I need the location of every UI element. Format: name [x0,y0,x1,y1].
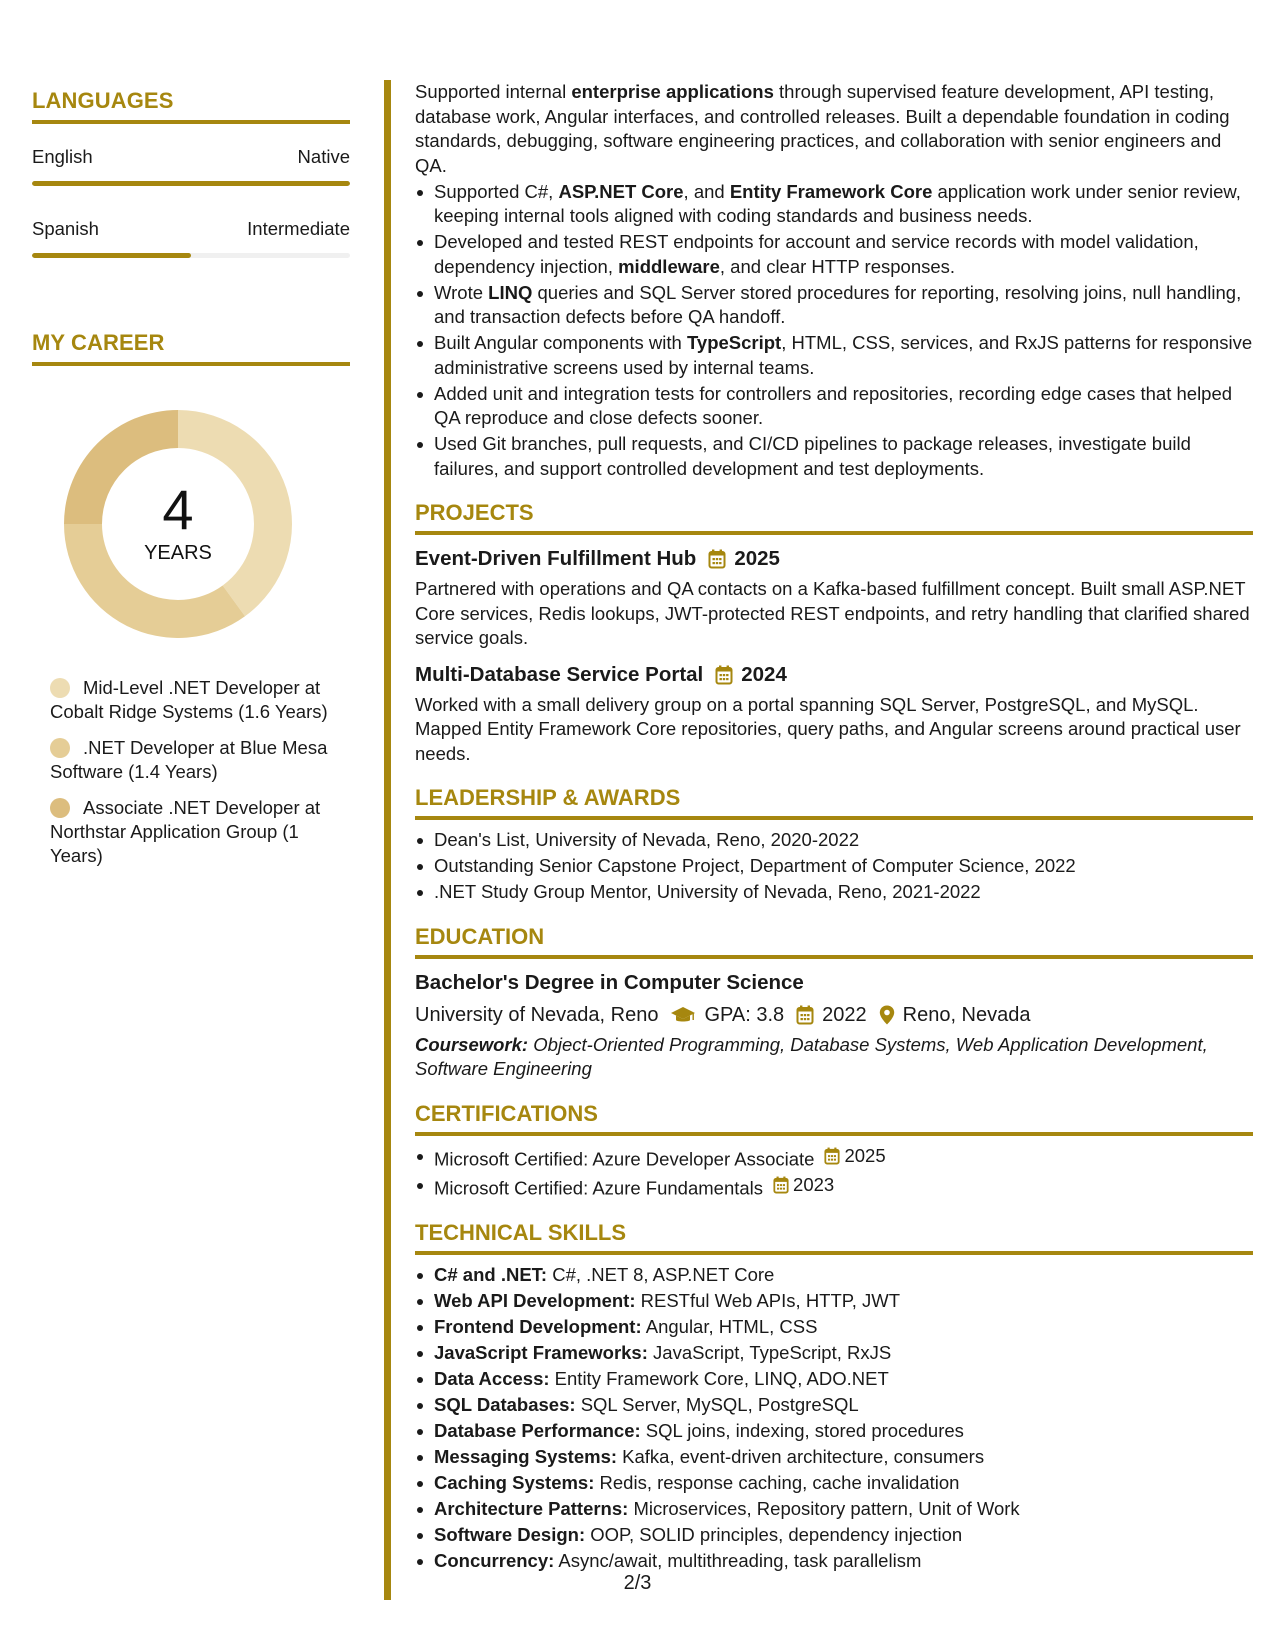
leadership-rule [415,816,1253,820]
career-legend-item [50,676,350,724]
leadership-item: Dean's List, University of Nevada, Reno, 2020-2022 [434,828,1253,853]
career-legend-label: Mid-Level .NET Developer at Cobalt Ridge Systems (1.6 Years) [50,677,328,722]
skill-item [434,1419,1253,1444]
bullet-bold: ASP.NET Core [558,180,684,202]
coursework [415,1033,1253,1082]
sidebar [32,88,350,880]
skill-value: Async/await, multithreading, task parallelism [554,1549,922,1571]
project-year: 2025 [734,547,780,570]
education-details [415,1001,1253,1029]
bullet-text: Wrote [434,281,489,303]
bullet-text: , and [683,180,730,202]
career-total [64,478,292,565]
language-level: Native [297,146,350,167]
certification-date [773,1173,834,1198]
bullet-bold: Entity Framework Core [729,180,933,202]
education-rule [415,955,1253,959]
career-legend-item [50,736,350,784]
languages-rule [32,120,350,124]
skill-item [434,1497,1253,1522]
skill-value: C#, .NET 8, ASP.NET Core [547,1263,775,1285]
skill-value: Angular, HTML, CSS [641,1315,818,1337]
calendar-icon [824,1147,840,1165]
bullet-text: Built Angular components with [434,332,687,353]
certification-item [434,1173,1253,1201]
career-donut-chart [64,410,292,638]
skill-label: Database Performance: [434,1419,641,1441]
skill-value: Kafka, event-driven architecture, consumers [617,1445,985,1467]
calendar-icon [796,1005,814,1025]
skill-label: Concurrency: [434,1549,555,1571]
project-item [415,545,1253,651]
language-name: English [32,146,93,167]
career-total-number: 4 [162,478,194,541]
experience-bullet [434,382,1253,431]
projects-rule [415,531,1253,535]
skill-value: Entity Framework Core, LINQ, ADO.NET [549,1367,889,1389]
bullet-text: application work under senior review, keeping internal tools aligned with coding standards and business needs. [434,180,1241,226]
page-number: 2/3 [623,1572,652,1594]
language-name: Spanish [32,218,99,239]
legend-dot [50,738,70,758]
experience-bullet [434,432,1253,481]
calendar-icon [773,1176,789,1194]
skill-label: Data Access: [434,1367,550,1389]
language-bar-fill [32,181,350,186]
skill-label: Messaging Systems: [434,1445,618,1467]
project-item [415,661,1253,767]
certifications-title: CERTIFICATIONS [415,1100,598,1126]
legend-dot [50,678,70,698]
bullet-text: , and clear HTTP responses. [719,255,956,277]
map-pin-icon [879,1005,895,1025]
skill-value: Microservices, Repository pattern, Unit of Work [628,1497,1020,1519]
language-bar [32,253,350,258]
career-section [32,330,350,868]
graduation-year: 2022 [822,1003,867,1026]
bullet-text: Developed and tested REST endpoints for account and service records with model validation, dependency injection, [434,231,1199,277]
summary-bold: enterprise applications [571,81,774,102]
skill-label: Software Design: [434,1523,586,1545]
project-year: 2024 [741,662,787,686]
certification-name: Microsoft Certified: Azure Fundamentals [434,1177,764,1198]
bullet-text: Used Git branches, pull requests, and CI/CD pipelines to package releases, investigate build failures, and support controlled development and test deployments. [434,433,1191,479]
project-name: Event-Driven Fulfillment Hub [415,547,697,570]
bullet-bold: TypeScript [686,332,782,353]
certification-year: 2023 [793,1173,835,1195]
certifications-rule [415,1132,1253,1136]
experience-bullet [434,331,1253,380]
skill-item [434,1263,1253,1288]
legend-dot [50,798,70,818]
skill-value: SQL joins, indexing, stored procedures [640,1419,964,1441]
skill-label: Web API Development: [434,1289,636,1311]
degree-name: Bachelor's Degree in Computer Science [415,970,804,994]
school-name: University of Nevada, Reno [415,1003,659,1026]
leadership-title: LEADERSHIP & AWARDS [415,785,681,810]
languages-title: LANGUAGES [32,88,174,113]
skill-label: C# and .NET: [434,1263,548,1285]
bullet-text: , HTML, CSS, services, and RxJS patterns for responsive administrative screens used by internal teams. [434,332,1253,378]
leadership-list [415,828,1253,905]
project-description: Partnered with operations and QA contacts on a Kafka-based fulfillment concept. Built small ASP.NET Core services, Redis lookups, JWT-protected REST endpoints, and retry handling that clarified shared service goals. [415,578,1250,648]
experience-bullets [415,180,1253,482]
skill-item [434,1341,1253,1366]
coursework-label: Coursework: [415,1033,529,1055]
certification-item [434,1144,1253,1172]
career-legend-label: .NET Developer at Blue Mesa Software (1.4 Years) [50,737,328,782]
skill-item [434,1393,1253,1418]
skill-label: SQL Databases: [434,1393,576,1415]
summary-text: through supervised feature development, API testing, database work, Angular interfaces, and controlled releases. Built a dependable foundation in coding standards, debugging, software engineering practices, and collaboration with senior engineers and QA. [415,81,1230,176]
skill-label: Caching Systems: [434,1471,595,1493]
graduation-cap-icon [670,1005,696,1025]
experience-bullet [434,281,1253,330]
skill-label: Architecture Patterns: [434,1497,629,1519]
language-item [32,218,350,258]
career-legend-item [50,796,350,868]
skills-list [415,1263,1253,1574]
calendar-icon [708,549,726,569]
skill-item [434,1549,1253,1574]
summary-text: Supported internal [415,81,572,102]
career-legend [32,676,350,868]
language-bar [32,181,350,186]
experience-bullet [434,230,1253,279]
skill-value: RESTful Web APIs, HTTP, JWT [635,1289,901,1311]
experience-bullet [434,180,1253,229]
skill-item [434,1471,1253,1496]
certifications-list [415,1144,1253,1201]
calendar-icon [715,665,733,685]
skill-value: Redis, response caching, cache invalidation [594,1471,960,1493]
project-description: Worked with a small delivery group on a portal spanning SQL Server, PostgreSQL, and MySQL. Mapped Entity Framework Core repositories, query paths, and Angular screens around practical user needs. [415,693,1241,764]
education-title: EDUCATION [415,923,545,949]
certification-date [824,1144,885,1169]
column-divider [384,80,391,1600]
career-legend-label: Associate .NET Developer at Northstar Application Group (1 Years) [50,797,321,866]
leadership-item: Outstanding Senior Capstone Project, Department of Computer Science, 2022 [434,854,1253,879]
project-name: Multi-Database Service Portal [415,662,704,686]
career-total-unit: YEARS [144,542,212,564]
skill-item [434,1523,1253,1548]
language-level: Intermediate [247,218,350,239]
skill-label: Frontend Development: [434,1315,642,1337]
skill-value: JavaScript, TypeScript, RxJS [647,1341,892,1363]
skill-item [434,1445,1253,1470]
leadership-item: .NET Study Group Mentor, University of Nevada, Reno, 2021-2022 [434,880,1253,905]
skill-value: SQL Server, MySQL, PostgreSQL [575,1393,859,1415]
school-location: Reno, Nevada [902,1003,1031,1026]
career-rule [32,362,350,366]
language-item [32,146,350,186]
skill-item [434,1367,1253,1392]
skill-item [434,1315,1253,1340]
language-bar-fill [32,253,191,258]
bullet-text: queries and SQL Server stored procedures for reporting, resolving joins, null handling, and transaction defects before QA handoff. [434,281,1242,327]
bullet-text: Supported C#, [434,180,559,202]
certification-year: 2025 [844,1144,886,1166]
gpa: GPA: 3.8 [704,1003,785,1026]
bullet-bold: LINQ [488,281,533,303]
skills-rule [415,1251,1253,1255]
bullet-text: Added unit and integration tests for controllers and repositories, recording edge cases that helped QA reproduce and close defects sooner. [434,382,1233,428]
skill-value: OOP, SOLID principles, dependency injection [585,1523,963,1545]
certification-name: Microsoft Certified: Azure Developer Associate [434,1147,815,1169]
main-content [415,80,1253,1573]
languages-section [32,88,350,258]
coursework-list: Object-Oriented Programming, Database Systems, Web Application Development, Software Engineering [415,1033,1208,1079]
projects-title: PROJECTS [415,500,534,525]
skill-label: JavaScript Frameworks: [434,1341,648,1363]
career-title: MY CAREER [32,330,165,355]
bullet-bold: middleware [618,255,720,277]
experience-summary [415,80,1253,178]
skill-item [434,1289,1253,1314]
skills-title: TECHNICAL SKILLS [415,1219,627,1245]
